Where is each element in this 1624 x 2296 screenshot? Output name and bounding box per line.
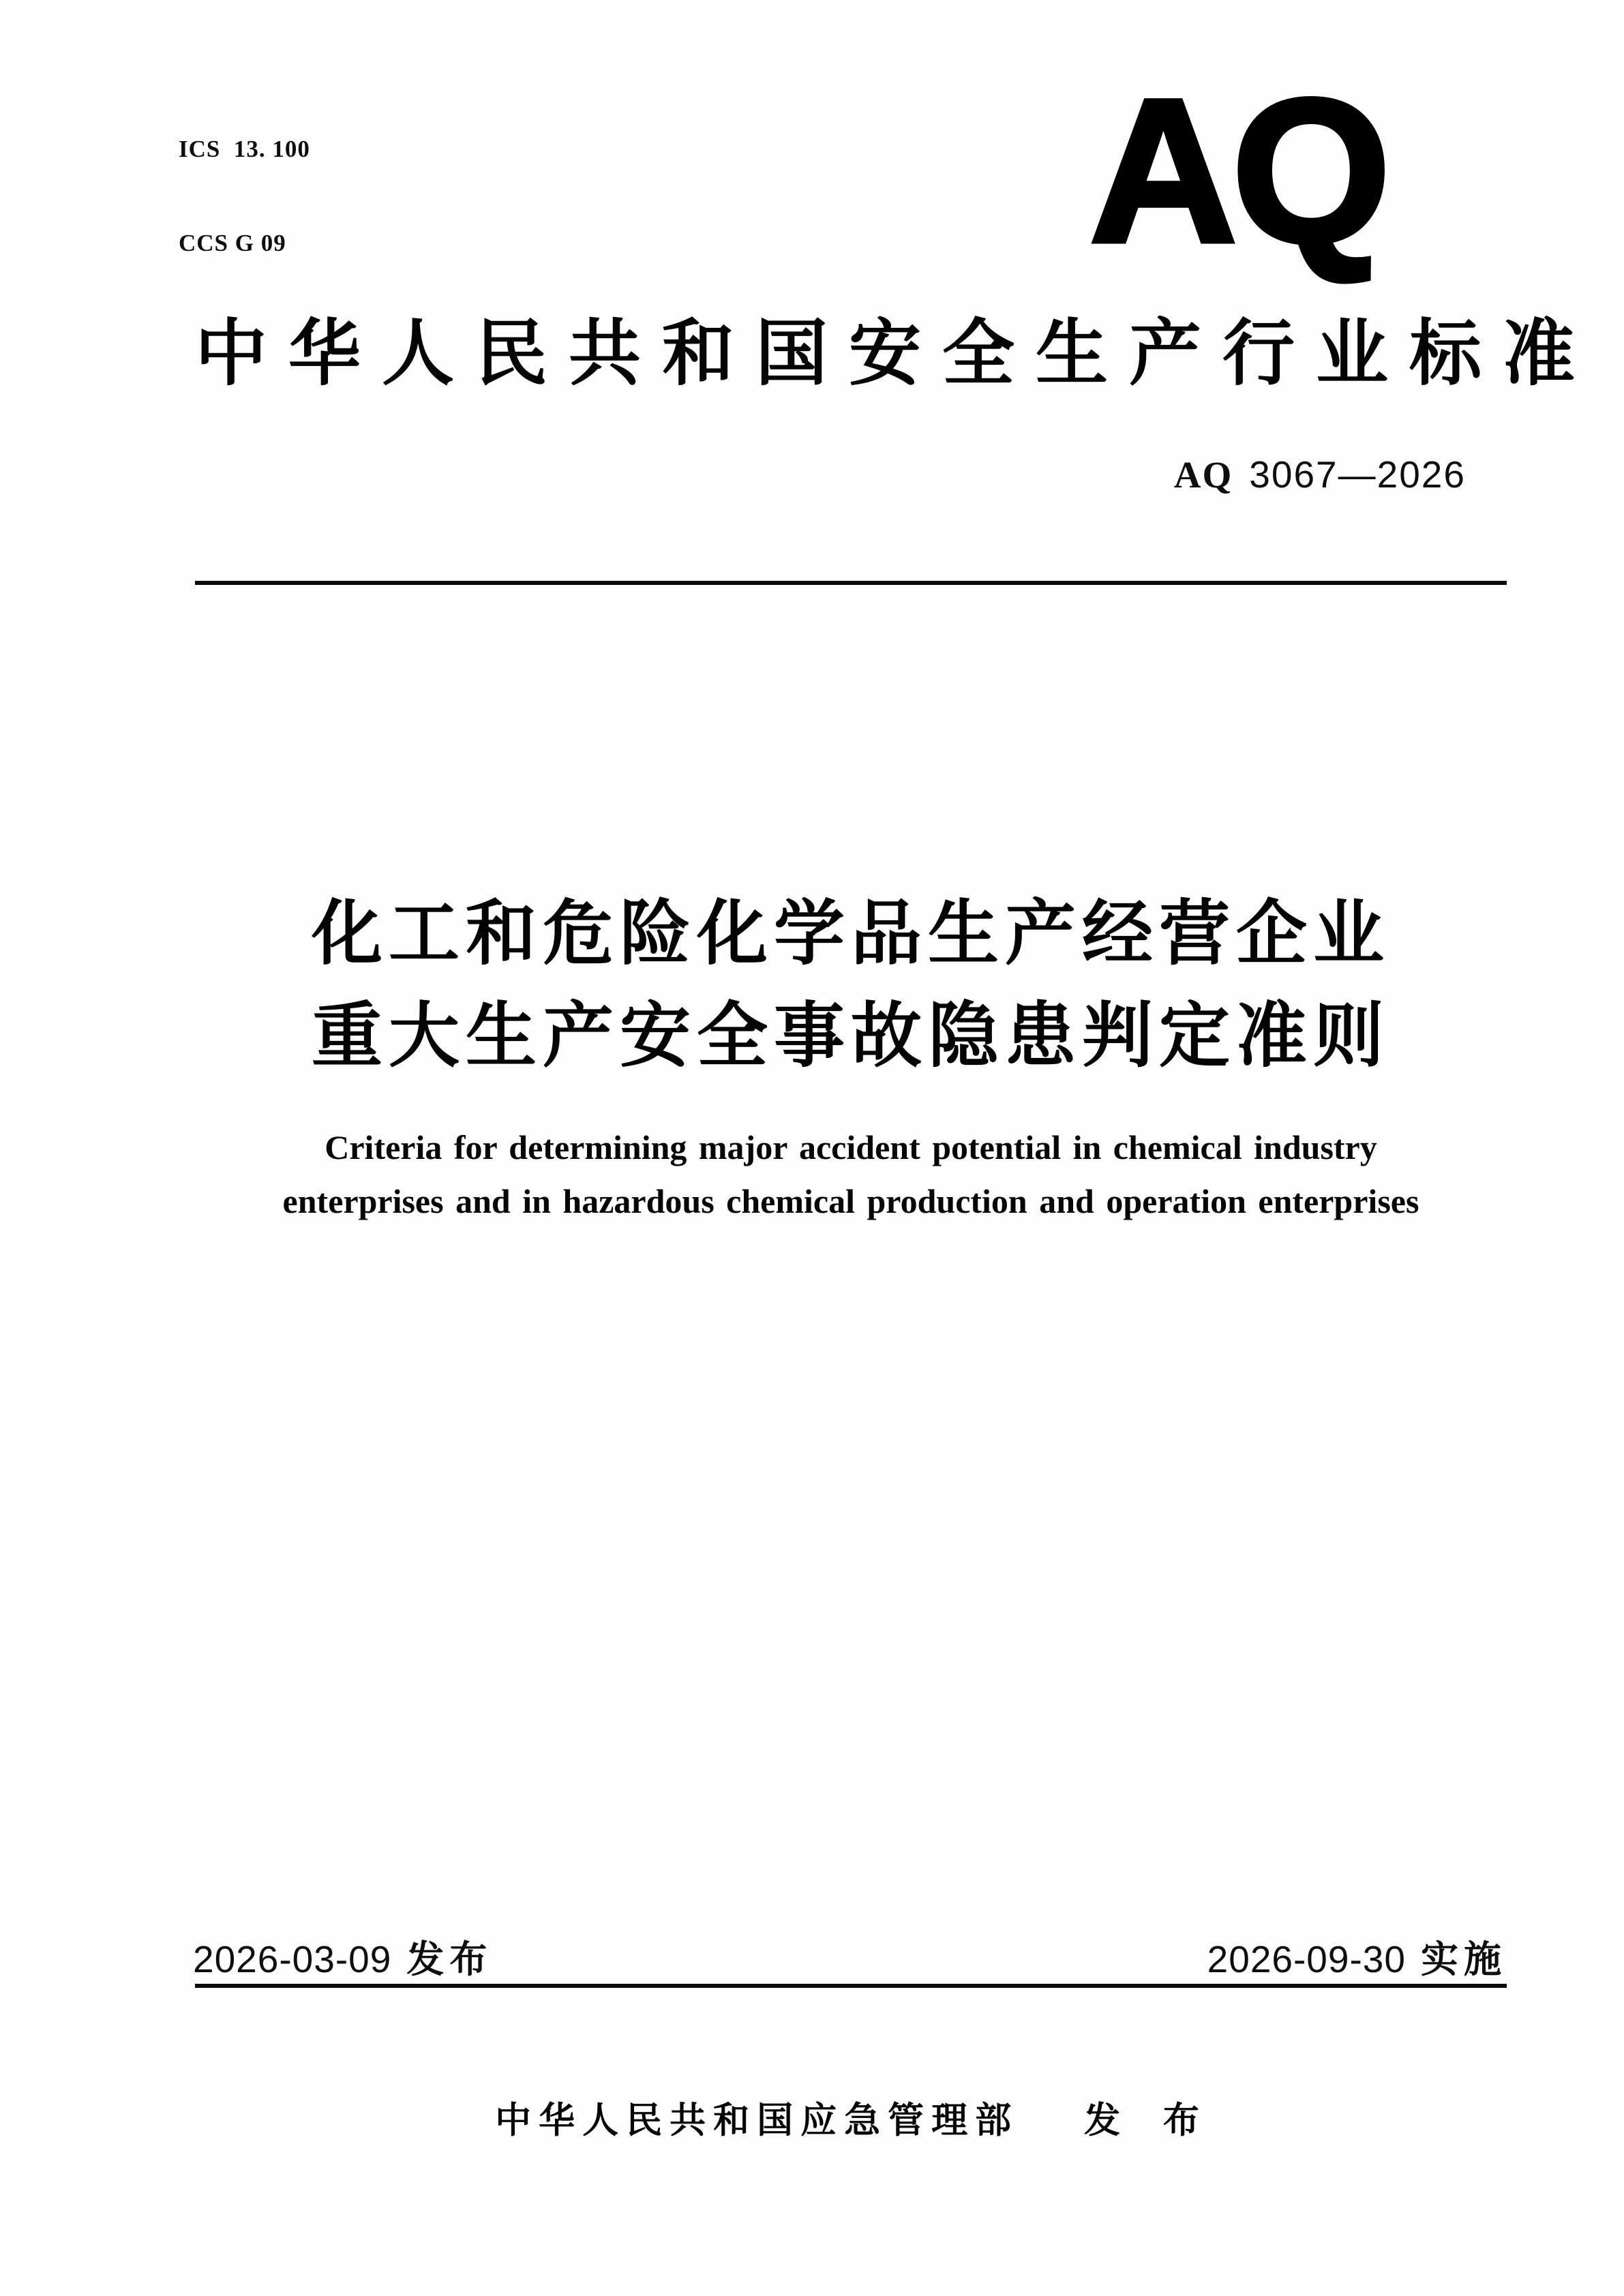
ics-code: ICS 13. 100 bbox=[179, 136, 310, 162]
implementation-date-value: 2026-09-30 bbox=[1207, 1938, 1406, 1980]
implementation-date-label: 实施 bbox=[1420, 1938, 1507, 1980]
classification-codes bbox=[179, 71, 310, 322]
publisher-action-label: 发 布 bbox=[1084, 2100, 1207, 2141]
standard-number bbox=[1174, 454, 1466, 496]
title-cn-line1: 化工和危险化学品生产经营企业 bbox=[311, 895, 1390, 973]
standard-number-prefix: AQ bbox=[1173, 454, 1233, 496]
publisher-line bbox=[195, 2100, 1507, 2142]
top-divider-rule bbox=[195, 581, 1507, 585]
publisher-name: 中华人民共和国应急管理部 bbox=[495, 2100, 1019, 2141]
standard-type-title: 中华人民共和国安全生产行业标准 bbox=[195, 314, 1596, 394]
implementation-date bbox=[1207, 1939, 1507, 1980]
standard-number-digits: 3067—2026 bbox=[1249, 453, 1466, 496]
issue-date-value: 2026-03-09 bbox=[193, 1938, 392, 1980]
aq-logo: AQ bbox=[1089, 56, 1385, 285]
bottom-divider-rule bbox=[195, 1984, 1507, 1988]
ccs-code: CCS G 09 bbox=[179, 230, 286, 256]
title-cn-line2: 重大生产安全事故隐患判定准则 bbox=[311, 997, 1390, 1076]
document-title-english bbox=[195, 1121, 1507, 1228]
issue-date-label: 发布 bbox=[406, 1938, 493, 1980]
document-title-chinese bbox=[195, 883, 1507, 1088]
issue-date bbox=[193, 1939, 492, 1980]
title-en-line2: enterprises and in hazardous chemical production and operation enterprises bbox=[282, 1182, 1419, 1220]
title-en-line1: Criteria for determining major accident potential in chemical industry bbox=[325, 1128, 1377, 1166]
